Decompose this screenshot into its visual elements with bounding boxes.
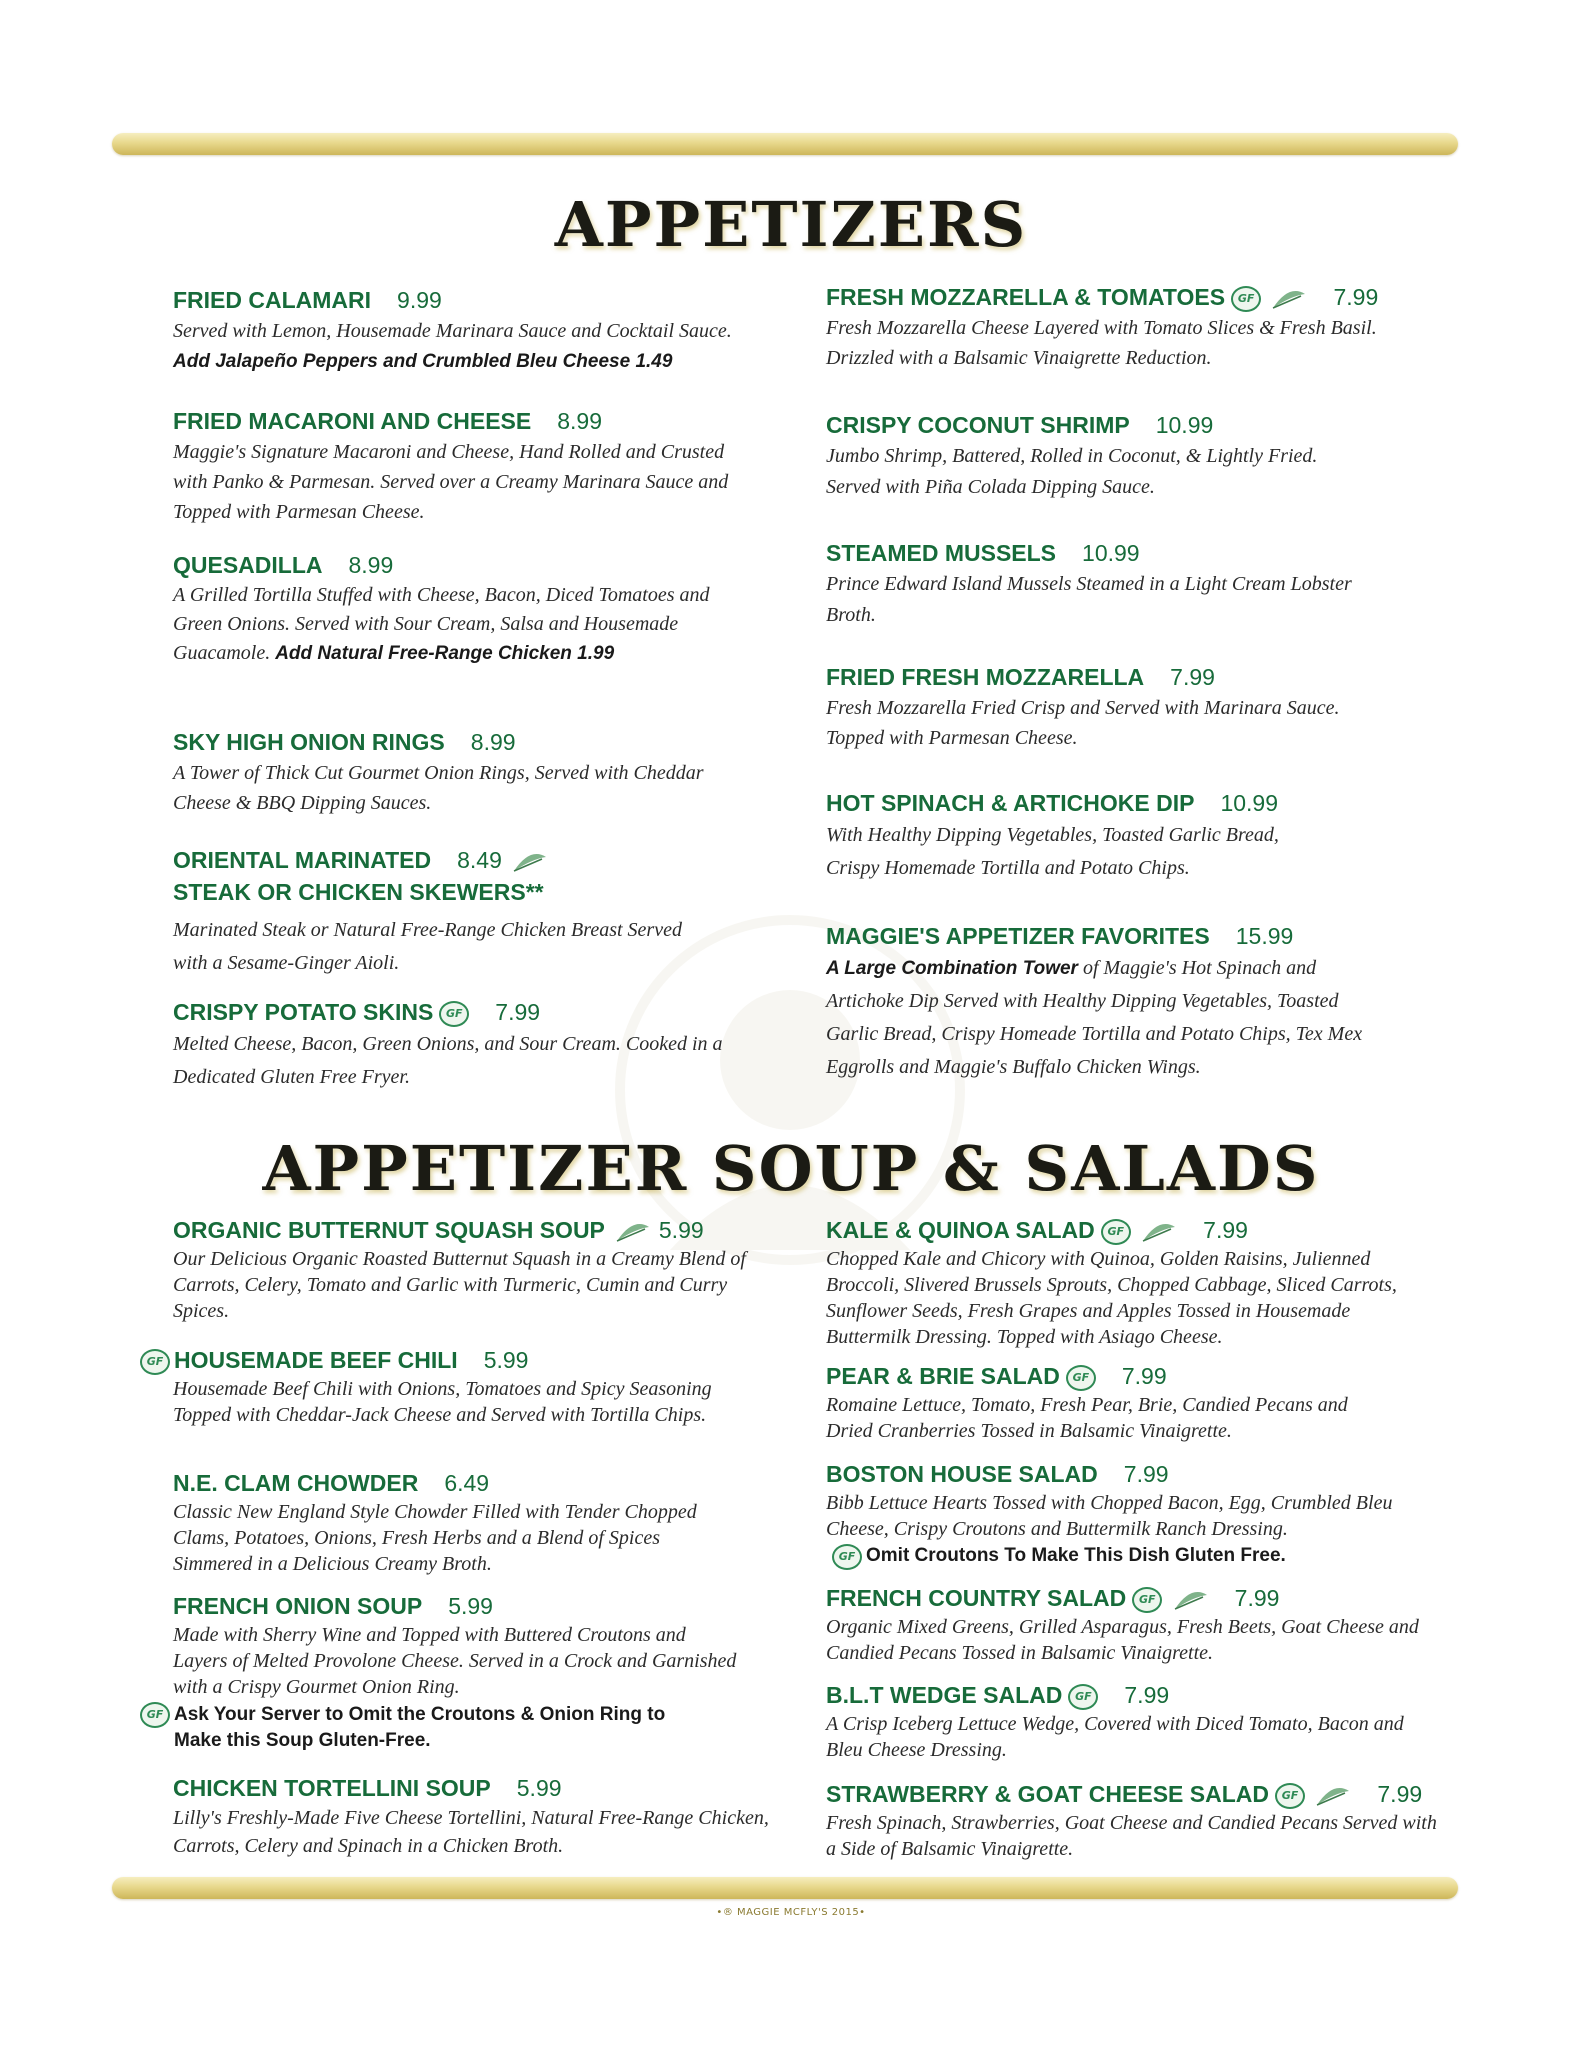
menu-item-clam-chowder: [173, 1467, 713, 1577]
menu-item-onion-rings: [173, 726, 713, 818]
menu-item-blt-wedge-salad: [826, 1679, 1426, 1763]
item-price: 15.99: [1235, 923, 1294, 949]
item-price: 5.99: [483, 1347, 529, 1373]
item-description: Chopped Kale and Chicory with Quinoa, Golden Raisins, Julienned Broccoli, Slivered Brussels Sprouts, Chopped Cabbage, Sliced Carrots, Sunflower Seeds, Fresh Grapes and Apples Tossed in Housemade Buttermilk Dressing. Topped with Asiago Cheese.: [826, 1248, 1397, 1348]
item-name: STEAMED MUSSELS: [826, 540, 1057, 566]
item-name: QUESADILLA: [173, 552, 323, 578]
item-name: STRAWBERRY & GOAT CHEESE SALAD: [826, 1781, 1269, 1807]
item-description: Marinated Steak or Natural Free-Range Chicken Breast Served with a Sesame-Ginger Aioli.: [173, 919, 682, 974]
item-description: of Maggie's Hot Spinach and Artichoke Dip Served with Healthy Dipping Vegetables, Toasted Garlic Bread, Crispy Homeade Tortilla and Potato Chips, Tex Mex Eggrolls and Maggie's Buffalo Chicken Wings.: [826, 957, 1363, 1078]
bottom-gold-rule: [112, 1877, 1458, 1899]
item-description: Maggie's Signature Macaroni and Cheese, Hand Rolled and Crusted with Panko & Parmesan. Served over a Creamy Marinara Sauce and Topped with Parmesan Cheese.: [173, 441, 729, 523]
gluten-free-icon: GF: [1066, 1365, 1096, 1391]
gluten-free-icon: GF: [1275, 1783, 1305, 1809]
item-name: KALE & QUINOA SALAD: [826, 1217, 1095, 1243]
item-description: Classic New England Style Chowder Filled with Tender Chopped Clams, Potatoes, Onions, Fresh Herbs and a Blend of Spices Simmered in a Delicious Creamy Broth.: [173, 1501, 697, 1575]
item-description: A Grilled Tortilla Stuffed with Cheese, Bacon, Diced Tomatoes and Green Onions. Served with Sour Cream, Salsa and Housemade Guacamole.: [173, 584, 710, 664]
item-description: Prince Edward Island Mussels Steamed in a Light Cream Lobster Broth.: [826, 573, 1352, 626]
item-lead-text: A Large Combination Tower: [826, 958, 1078, 979]
gluten-free-icon: GF: [1231, 286, 1261, 312]
item-price: 9.99: [397, 287, 442, 313]
healthy-leaf-icon: [1141, 1221, 1177, 1243]
item-name: HOT SPINACH & ARTICHOKE DIP: [826, 790, 1195, 816]
item-price: 6.49: [444, 1470, 490, 1496]
item-name: BOSTON HOUSE SALAD: [826, 1461, 1098, 1487]
menu-item-fried-calamari: [173, 284, 773, 377]
item-name: FRESH MOZZARELLA & TOMATOES: [826, 284, 1226, 310]
item-name: ORGANIC BUTTERNUT SQUASH SOUP: [173, 1217, 605, 1243]
item-price: 7.99: [1170, 664, 1215, 690]
gluten-free-icon: GF: [439, 1001, 469, 1027]
item-description: With Healthy Dipping Vegetables, Toasted Garlic Bread, Crispy Homemade Tortilla and Potato Chips.: [826, 824, 1279, 879]
healthy-leaf-icon: [1173, 1589, 1209, 1611]
item-price: 7.99: [1234, 1585, 1280, 1611]
item-price: 5.99: [516, 1775, 562, 1801]
item-addon-note: Add Natural Free-Range Chicken 1.99: [275, 643, 615, 664]
item-name: ORIENTAL MARINATED: [173, 847, 432, 873]
item-gluten-free-note: Omit Croutons To Make This Dish Gluten Free.: [866, 1545, 1286, 1567]
item-name: N.E. CLAM CHOWDER: [173, 1470, 419, 1496]
item-price: 8.49: [457, 847, 502, 873]
item-description: Fresh Mozzarella Fried Crisp and Served with Marinara Sauce. Topped with Parmesan Cheese.: [826, 697, 1340, 749]
menu-item-french-country-salad: [826, 1582, 1426, 1666]
menu-item-coconut-shrimp: [826, 409, 1346, 503]
menu-item-potato-skins: [173, 996, 733, 1094]
healthy-leaf-icon: [1315, 1785, 1351, 1807]
item-description: Our Delicious Organic Roasted Butternut Squash in a Creamy Blend of Carrots, Celery, Tomato and Garlic with Turmeric, Cumin and Curry Spices.: [173, 1248, 746, 1322]
item-description: Housemade Beef Chili with Onions, Tomatoes and Spicy Seasoning Topped with Cheddar-Jack Cheese and Served with Tortilla Chips.: [173, 1378, 712, 1426]
item-name: FRIED FRESH MOZZARELLA: [826, 664, 1145, 690]
item-price: 7.99: [1333, 284, 1379, 310]
menu-item-skewers: [173, 844, 713, 980]
item-description: Served with Lemon, Housemade Marinara Sauce and Cocktail Sauce.: [173, 320, 732, 342]
item-name: PEAR & BRIE SALAD: [826, 1363, 1060, 1389]
gluten-free-icon: GF: [832, 1544, 862, 1570]
item-addon-note: Add Jalapeño Peppers and Crumbled Bleu Cheese 1.49: [173, 351, 673, 372]
menu-item-fresh-mozzarella-tomatoes: [826, 281, 1426, 373]
item-name: FRIED CALAMARI: [173, 287, 372, 313]
item-description: Organic Mixed Greens, Grilled Asparagus, Fresh Beets, Goat Cheese and Candied Pecans Tossed in Balsamic Vinaigrette.: [826, 1616, 1419, 1664]
item-description: Fresh Mozzarella Cheese Layered with Tomato Slices & Fresh Basil. Drizzled with a Balsamic Vinaigrette Reduction.: [826, 317, 1377, 369]
healthy-leaf-icon: [1271, 288, 1307, 310]
item-name: FRENCH COUNTRY SALAD: [826, 1585, 1127, 1611]
menu-item-quesadilla: [173, 549, 733, 668]
menu-item-french-onion-soup: [140, 1590, 780, 1754]
item-price: 8.99: [470, 729, 516, 755]
top-gold-rule: [112, 133, 1458, 155]
item-description: Lilly's Freshly-Made Five Cheese Tortellini, Natural Free-Range Chicken, Carrots, Celery and Spinach in a Chicken Broth.: [173, 1807, 769, 1857]
item-description: A Tower of Thick Cut Gourmet Onion Rings, Served with Cheddar Cheese & BBQ Dipping Sauces.: [173, 762, 704, 814]
item-name: MAGGIE'S APPETIZER FAVORITES: [826, 923, 1210, 949]
item-price: 7.99: [1377, 1781, 1423, 1807]
appetizers-heading: APPETIZERS: [554, 188, 1028, 261]
gluten-free-icon: GF: [1068, 1684, 1098, 1710]
item-price: 7.99: [1124, 1682, 1170, 1708]
menu-item-kale-quinoa-salad: [826, 1214, 1426, 1350]
menu-item-boston-house-salad: [826, 1458, 1426, 1570]
item-name: FRIED MACARONI AND CHEESE: [173, 408, 532, 434]
menu-item-fried-mac-cheese: [173, 405, 733, 527]
item-price: 5.99: [448, 1593, 493, 1619]
item-price: 8.99: [348, 552, 394, 578]
item-name-line2: STEAK OR CHICKEN SKEWERS**: [173, 879, 544, 905]
item-price: 7.99: [1203, 1217, 1248, 1243]
item-name: FRENCH ONION SOUP: [173, 1593, 423, 1619]
gluten-free-icon: GF: [1101, 1219, 1131, 1245]
item-description: Made with Sherry Wine and Topped with Buttered Croutons and Layers of Melted Provolone Cheese. Served in a Crock and Garnished with a Crispy Gourmet Onion Ring.: [173, 1624, 737, 1698]
item-price: 7.99: [1121, 1363, 1167, 1389]
item-name: CRISPY COCONUT SHRIMP: [826, 412, 1130, 438]
item-name: HOUSEMADE BEEF CHILI: [174, 1347, 458, 1373]
item-name: CRISPY POTATO SKINS: [173, 999, 434, 1025]
gluten-free-icon: GF: [140, 1349, 170, 1375]
item-description: Melted Cheese, Bacon, Green Onions, and Sour Cream. Cooked in a Dedicated Gluten Free Fryer.: [173, 1033, 723, 1088]
menu-item-steamed-mussels: [826, 537, 1366, 631]
item-description: Bibb Lettuce Hearts Tossed with Chopped Bacon, Egg, Crumbled Bleu Cheese, Crispy Croutons and Buttermilk Ranch Dressing.: [826, 1492, 1393, 1540]
gluten-free-icon: GF: [1132, 1587, 1162, 1613]
menu-item-appetizer-favorites: [826, 920, 1386, 1084]
item-price: 10.99: [1220, 790, 1279, 816]
copyright-footer: •® MAGGIE MCFLY'S 2015•: [716, 1907, 866, 1918]
menu-item-pear-brie-salad: [826, 1360, 1386, 1444]
menu-item-spinach-artichoke-dip: [826, 787, 1326, 885]
item-description: Romaine Lettuce, Tomato, Fresh Pear, Brie, Candied Pecans and Dried Cranberries Tossed in Balsamic Vinaigrette.: [826, 1394, 1348, 1442]
menu-item-fried-fresh-mozzarella: [826, 661, 1346, 753]
menu-item-butternut-squash-soup: [173, 1214, 763, 1324]
item-description: Jumbo Shrimp, Battered, Rolled in Coconut, & Lightly Fried. Served with Piña Colada Dipping Sauce.: [826, 445, 1318, 498]
item-description: A Crisp Iceberg Lettuce Wedge, Covered with Diced Tomato, Bacon and Bleu Cheese Dressing.: [826, 1713, 1404, 1761]
item-name: SKY HIGH ONION RINGS: [173, 729, 445, 755]
menu-item-chicken-tortellini-soup: [173, 1772, 773, 1860]
item-price: 7.99: [495, 999, 541, 1025]
item-price: 10.99: [1155, 412, 1214, 438]
healthy-leaf-icon: [615, 1221, 651, 1243]
item-price: 10.99: [1082, 540, 1140, 566]
item-description: Fresh Spinach, Strawberries, Goat Cheese and Candied Pecans Served with a Side of Balsamic Vinaigrette.: [826, 1812, 1437, 1860]
soup-salads-heading: APPETIZER SOUP & SALADS: [262, 1132, 1320, 1205]
healthy-leaf-icon: [512, 851, 548, 873]
item-price: 7.99: [1123, 1461, 1169, 1487]
item-price: 5.99: [658, 1217, 704, 1243]
menu-item-strawberry-goat-cheese-salad: [826, 1778, 1446, 1862]
item-gluten-free-note: Ask Your Server to Omit the Croutons & Onion Ring to Make this Soup Gluten-Free.: [174, 1704, 666, 1751]
item-name: B.L.T WEDGE SALAD: [826, 1682, 1063, 1708]
menu-item-beef-chili: [140, 1344, 740, 1428]
gluten-free-icon: GF: [140, 1702, 170, 1728]
item-price: 8.99: [557, 408, 602, 434]
item-name: CHICKEN TORTELLINI SOUP: [173, 1775, 491, 1801]
